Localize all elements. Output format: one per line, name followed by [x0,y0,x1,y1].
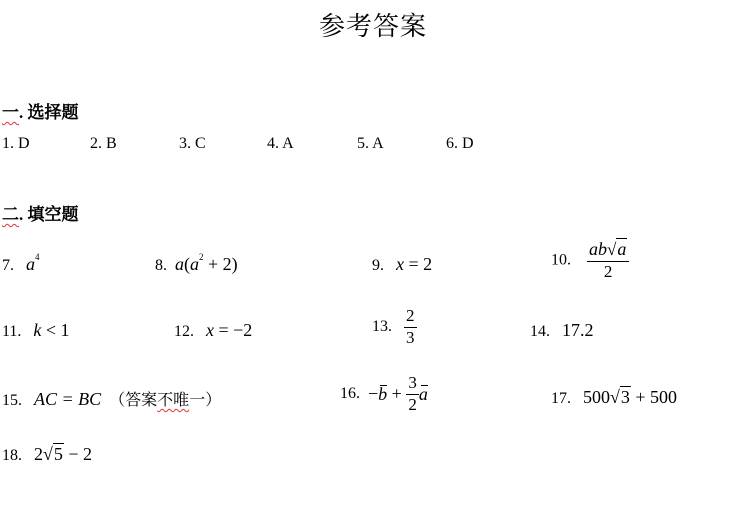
answer-14: 14. 17.2 [530,320,594,340]
section-index: 一 [2,103,19,122]
answer-18: 18. 2√5 − 2 [2,444,93,464]
answer-7: 7. $a^4$ [2,252,40,274]
section-index: 二 [2,205,19,224]
vector-a: a [418,383,428,404]
fraction: $\frac{ab√a}{2}$ [587,240,629,281]
answer-17: 17. 500√3 + 500 [551,387,678,407]
answer-11: 11. k < 1 [2,320,70,340]
section-choice-heading [2,98,79,123]
answer-9: 9. x = 2 [372,254,433,274]
fraction: $\frac{2}{3}$ [406,306,415,347]
choice-answer: 2. B [90,135,117,152]
choice-answer: 6. D [446,135,474,152]
section-sep: . [19,205,28,224]
answer-10: 10. $\frac{ab√a}{2}$ [551,240,629,281]
choice-answer: 1. D [2,135,30,152]
section-fill-heading [2,200,79,225]
answer-13: 13. $\frac{2}{3}$ [372,306,415,347]
answer-12: 12. x = −2 [174,320,253,340]
section-title: 填空题 [27,205,79,224]
answer-8: 8. $a(a^2 + 2)$ [155,252,238,274]
section-title: 选择题 [27,103,79,122]
fraction: $\frac{3}{2}$ [408,373,417,414]
section-sep: . [19,103,28,122]
answer-16: 16. −b + $\frac{3}{2}$ a [340,373,428,414]
page-title: 参考答案 [318,12,427,41]
choice-answer: 5. A [357,135,384,152]
choice-answer: 4. A [267,135,294,152]
vector-b: b [378,383,388,404]
answer-15: 15. AC = BC （答案不唯一） [2,389,222,409]
choice-answer: 3. C [179,135,206,152]
